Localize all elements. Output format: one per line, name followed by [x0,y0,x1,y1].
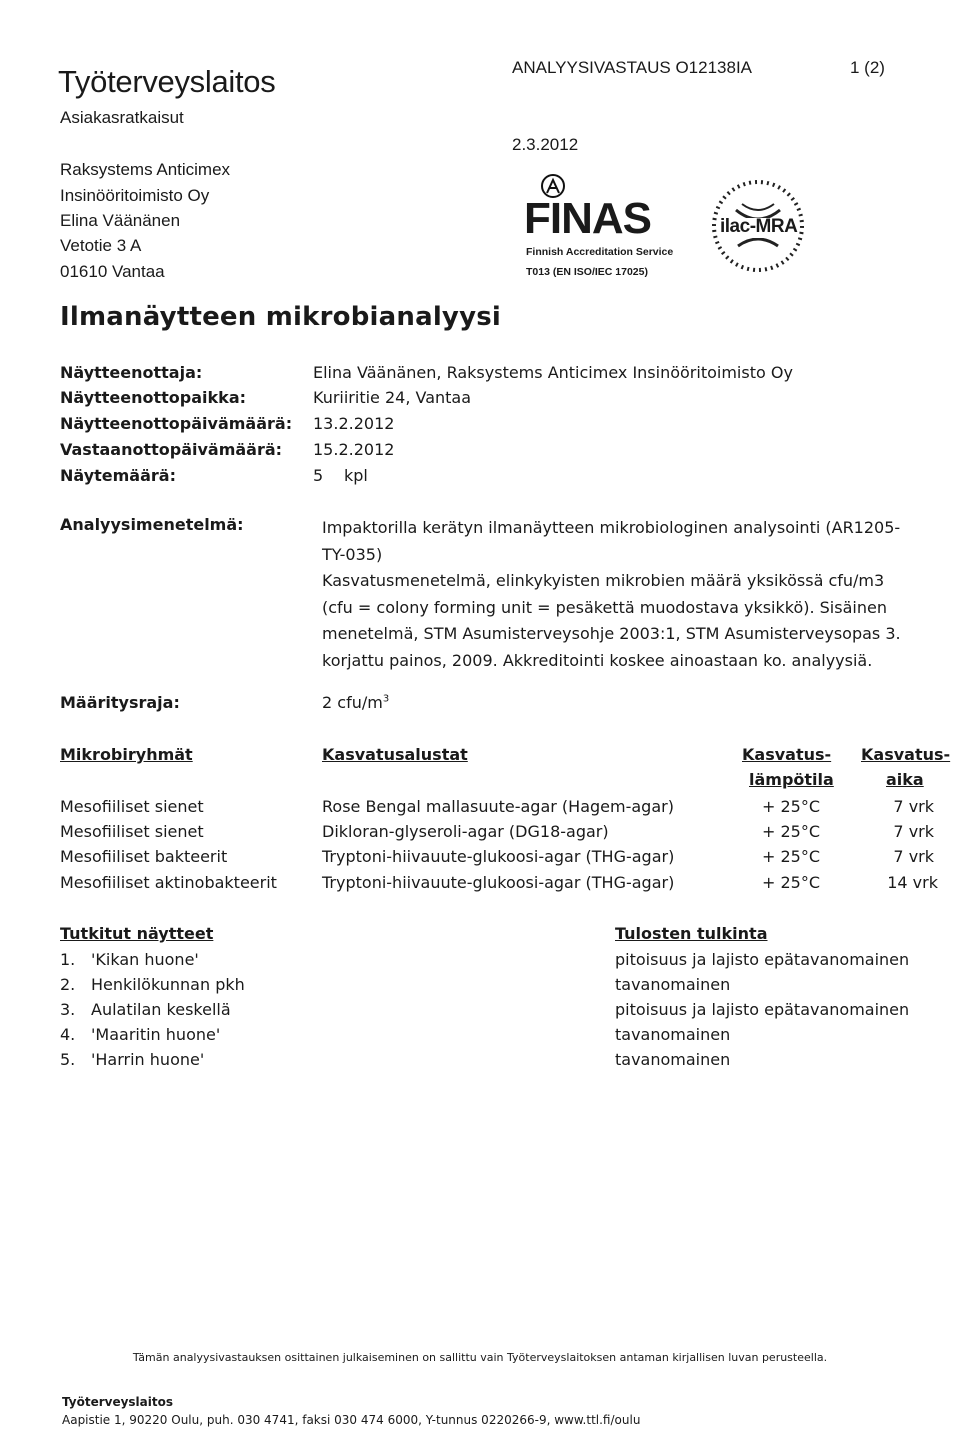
recipient-line: 01610 Vantaa [60,262,165,281]
sample-number: 2. [60,975,76,994]
table-cell-time: 14 vrk [887,873,938,892]
column-header-temp-1: Kasvatus- [742,745,832,764]
organization-unit: Asiakasratkaisut [60,108,184,127]
method-line: korjattu painos, 2009. Akkreditointi koskee ainoastaan ko. analyysiä. [322,650,873,670]
column-header-temp-2: lämpötila [749,770,834,789]
detection-limit-label: Määritysraja: [60,693,180,712]
table-cell-media: Tryptoni-hiivauute-glukoosi-agar (THG-agar) [322,873,675,892]
table-cell-time: 7 vrk [893,847,934,866]
method-line: (cfu = colony forming unit = pesäkettä muodostava yksikkö). Sisäinen [322,597,887,617]
table-cell-group: Mesofiiliset bakteerit [60,847,228,866]
finas-name: FINAS [524,194,651,243]
table-cell-time: 7 vrk [893,822,934,841]
finas-subtitle: Finnish Accreditation Service [526,246,674,258]
recipient-line: Raksystems Anticimex [60,160,231,179]
result-text: tavanomainen [615,975,731,994]
table-cell-group: Mesofiiliset sienet [60,822,204,841]
organization-logo-text: Työterveyslaitos [58,64,276,99]
sample-number: 4. [60,1025,76,1044]
sample-number: 3. [60,1000,76,1019]
recipient-line: Elina Väänänen [60,211,181,230]
results-header: Tulosten tulkinta [615,924,768,943]
sampler-label: Näytteenottaja: [60,363,203,382]
table-cell-group: Mesofiiliset sienet [60,797,204,816]
table-cell-media: Rose Bengal mallasuute-agar (Hagem-agar) [322,797,674,816]
column-header-groups: Mikrobiryhmät [60,745,193,764]
recipient-line: Vetotie 3 A [60,236,142,255]
table-cell-media: Tryptoni-hiivauute-glukoosi-agar (THG-agar) [322,847,675,866]
column-header-time-1: Kasvatus- [861,745,951,764]
sample-number: 5. [60,1050,76,1069]
finas-logo [520,172,680,284]
received-date-value: 15.2.2012 [313,440,395,459]
table-cell-temp: + 25°C [762,847,821,866]
sample-name: 'Maaritin huone' [91,1025,221,1044]
sample-number: 1. [60,950,76,969]
result-text: pitoisuus ja lajisto epätavanomainen [615,1000,910,1019]
sample-count-unit: kpl [344,466,368,485]
document-title: ANALYYSIVASTAUS O12138IA [512,58,753,77]
result-text: tavanomainen [615,1050,731,1069]
result-text: tavanomainen [615,1025,731,1044]
report-title: Ilmanäytteen mikrobianalyysi [60,302,502,332]
document-date: 2.3.2012 [512,135,579,154]
result-text: pitoisuus ja lajisto epätavanomainen [615,950,910,969]
sampling-date-value: 13.2.2012 [313,414,395,433]
sample-name: 'Harrin huone' [91,1050,205,1069]
method-line: TY-035) [322,544,383,564]
method-description [322,515,901,674]
sample-name: 'Kikan huone' [91,950,199,969]
sample-name: Henkilökunnan pkh [91,975,245,994]
column-header-time-2: aika [886,770,924,789]
recipient-line: Insinööritoimisto Oy [60,186,210,205]
table-cell-temp: + 25°C [762,873,821,892]
sampler-value: Elina Väänänen, Raksystems Anticimex Insinööritoimisto Oy [313,363,793,382]
received-date-label: Vastaanottopäivämäärä: [60,440,283,459]
method-line: Kasvatusmenetelmä, elinkykyisten mikrobien määrä yksikössä cfu/m3 [322,571,885,590]
table-cell-temp: + 25°C [762,822,821,841]
method-line: Impaktorilla kerätyn ilmanäytteen mikrobiologinen analysointi (AR1205- [322,518,901,537]
footer-address: Aapistie 1, 90220 Oulu, puh. 030 4741, faksi 030 474 6000, Y-tunnus 0220266-9, www.ttl.fi/oulu [62,1413,641,1427]
sample-count-value: 5 [313,466,324,485]
finas-code: T013 (EN ISO/IEC 17025) [526,266,648,278]
detection-limit-value: 2 cfu/$m^3$ [322,693,390,712]
ilac-mra-text: ilac-MRA [720,216,798,237]
table-cell-media: Dikloran-glyseroli-agar (DG18-agar) [322,822,609,841]
sample-count-label: Näytemäärä: [60,466,176,485]
page-number: 1 (2) [850,58,885,77]
sampling-place-label: Näytteenottopaikka: [60,388,247,407]
method-label: Analyysimenetelmä: [60,515,244,534]
footer-organization: Työterveyslaitos [62,1395,173,1409]
sampling-place-value: Kuriiritie 24, Vantaa [313,388,472,407]
table-cell-temp: + 25°C [762,797,821,816]
method-line: menetelmä, STM Asumisterveysohje 2003:1, STM Asumisterveysopas 3. [322,624,901,643]
sampling-date-label: Näytteenottopäivämäärä: [60,414,293,433]
column-header-media: Kasvatusalustat [322,745,468,764]
footer-disclaimer: Tämän analyysivastauksen osittainen julkaiseminen on sallittu vain Työterveyslaitoksen antaman kirjallisen luvan perusteella. [132,1351,828,1364]
table-cell-group: Mesofiiliset aktinobakteerit [60,873,277,892]
samples-header: Tutkitut näytteet [60,924,214,943]
sample-name: Aulatilan keskellä [91,1000,231,1019]
ilac-mra-logo [702,170,814,282]
table-cell-time: 7 vrk [893,797,934,816]
